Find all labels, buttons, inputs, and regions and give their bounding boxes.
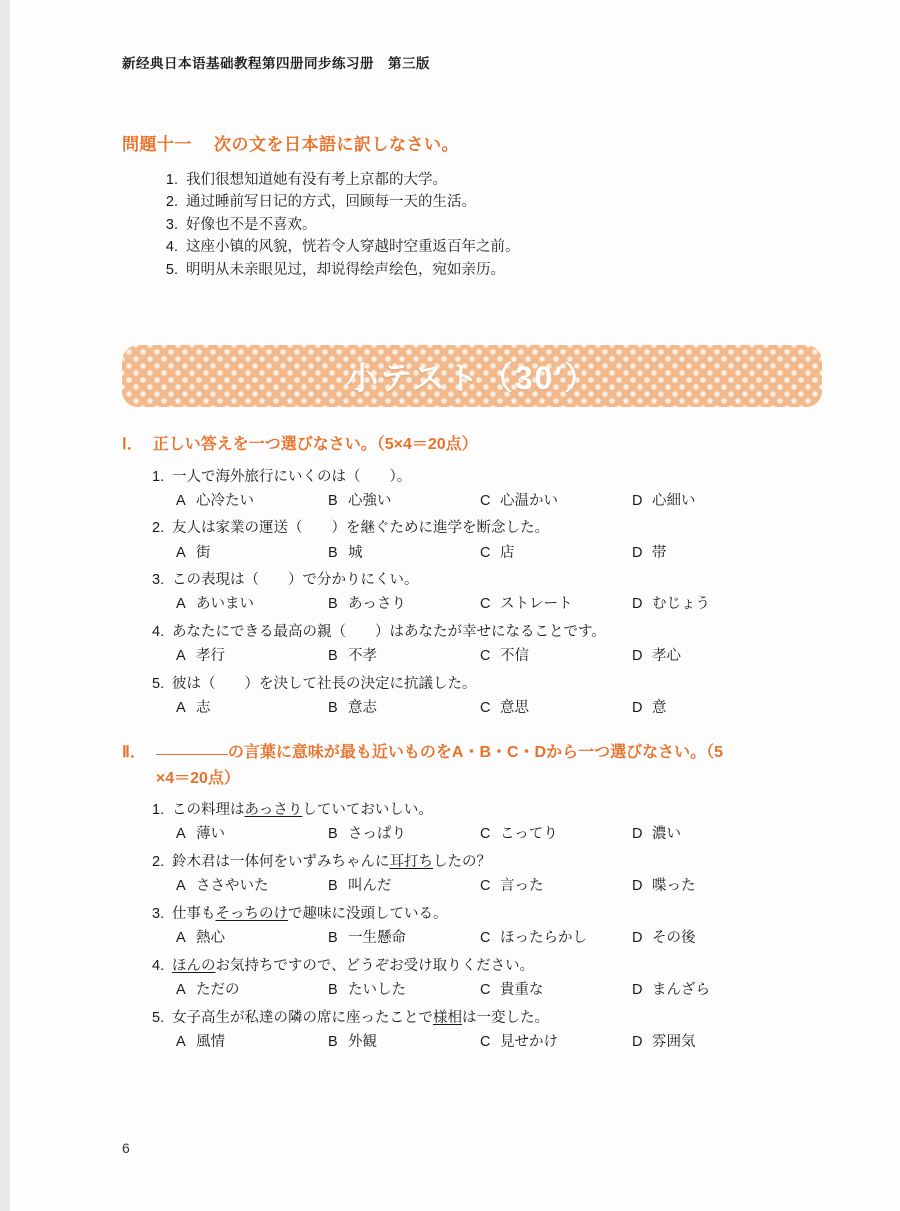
- choice-letter: C: [480, 596, 491, 613]
- choice-text: こってり: [500, 826, 558, 843]
- choice-text: 街: [196, 544, 211, 561]
- choice-row: [152, 696, 822, 721]
- choice-c[interactable]: [480, 1030, 632, 1055]
- choice-row: [152, 874, 822, 899]
- list-item: [122, 191, 822, 213]
- choice-a[interactable]: [176, 926, 328, 951]
- stem-post: していておいしい。: [302, 802, 433, 819]
- choice-text: 薄い: [196, 826, 225, 843]
- choice-letter: A: [176, 826, 186, 843]
- choice-text: 見せかけ: [500, 1033, 558, 1050]
- question-stem: [152, 955, 822, 978]
- choice-letter: D: [632, 648, 643, 665]
- choice-b[interactable]: [328, 489, 480, 514]
- question-stem: [152, 1007, 822, 1030]
- item-number: 3.: [165, 216, 178, 233]
- stem-text: この表現は（ ）で分かりにくい。: [172, 572, 419, 589]
- stem-text: [172, 955, 534, 978]
- part-1-questions: [122, 466, 822, 721]
- choice-letter: A: [176, 878, 186, 895]
- choice-letter: C: [480, 648, 491, 665]
- part-2-title-text: の言葉に意味が最も近いものをA・B・C・Dから一つ選びなさい。（5: [227, 744, 724, 761]
- choice-letter: B: [328, 878, 338, 895]
- stem-pre: 女子高生が私達の隣の席に座ったことで: [172, 1009, 433, 1026]
- list-item: [122, 673, 822, 721]
- question-stem: [152, 517, 822, 540]
- choice-text: 心冷たい: [196, 492, 254, 509]
- stem-underlined: 様相: [433, 1009, 462, 1026]
- choice-text: 意: [652, 700, 667, 717]
- list-item: [122, 1007, 822, 1055]
- choice-letter: C: [480, 544, 491, 561]
- choice-text: ささやいた: [196, 878, 269, 895]
- list-item: [122, 903, 822, 951]
- choice-d[interactable]: [632, 489, 784, 514]
- choice-letter: A: [176, 544, 186, 561]
- choice-letter: C: [480, 878, 491, 895]
- choice-c[interactable]: [480, 592, 632, 617]
- choice-letter: B: [328, 648, 338, 665]
- item-number: 2.: [152, 854, 165, 871]
- choice-text: 不信: [500, 648, 529, 665]
- question-11-heading: [122, 130, 822, 155]
- choice-letter: A: [176, 930, 186, 947]
- choice-text: 意志: [348, 700, 377, 717]
- list-item: [122, 621, 822, 669]
- item-number: 4.: [165, 239, 178, 256]
- choice-d[interactable]: [632, 644, 784, 669]
- stem-post: したの？: [433, 854, 491, 871]
- choice-letter: C: [480, 826, 491, 843]
- stem-pre: この料理は: [172, 802, 245, 819]
- choice-text: 濃い: [652, 826, 681, 843]
- choice-d[interactable]: [632, 696, 784, 721]
- question-11-list: [122, 169, 822, 281]
- item-number: 2.: [165, 194, 178, 211]
- choice-letter: C: [480, 930, 491, 947]
- stem-pre: 鈴木君は一体何をいずみちゃんに: [172, 854, 390, 871]
- stem-text: あなたにできる最高の親（ ）はあなたが幸せになることです。: [172, 624, 606, 641]
- part-2-section: [122, 740, 822, 1054]
- choice-row: [152, 822, 822, 847]
- choice-text: 城: [348, 544, 363, 561]
- choice-b[interactable]: [328, 696, 480, 721]
- part-2-heading: [122, 740, 822, 791]
- choice-text: ほったらかし: [500, 930, 587, 947]
- choice-text: 言った: [500, 878, 544, 895]
- question-stem: [152, 799, 822, 822]
- choice-text: その後: [652, 930, 696, 947]
- list-item: [122, 851, 822, 899]
- stem-text: [172, 1007, 549, 1030]
- choice-text: 心温かい: [500, 492, 558, 509]
- list-item: [122, 169, 822, 191]
- blank-underline: [156, 754, 228, 755]
- choice-row: [152, 489, 822, 514]
- choice-text: 孝心: [652, 648, 681, 665]
- choice-text: むじょう: [652, 596, 710, 613]
- part-2-title-line2: ×4＝20点）: [155, 769, 240, 787]
- question-stem: [152, 903, 822, 926]
- stem-pre: 仕事も: [172, 905, 216, 922]
- choice-text: 心強い: [348, 492, 392, 509]
- question-11-section: [122, 130, 822, 281]
- choice-a[interactable]: [176, 592, 328, 617]
- choice-letter: B: [328, 1033, 338, 1050]
- question-stem: [152, 851, 822, 874]
- list-item: [122, 259, 822, 281]
- item-number: 1.: [165, 172, 178, 188]
- choice-letter: B: [328, 826, 338, 843]
- choice-letter: C: [480, 700, 491, 717]
- choice-a[interactable]: [176, 489, 328, 514]
- choice-row: [152, 644, 822, 669]
- stem-text: 友人は家業の運送（ ）を継ぐために進学を断念した。: [172, 520, 549, 537]
- choice-a[interactable]: [176, 978, 328, 1003]
- choice-a[interactable]: [176, 644, 328, 669]
- choice-row: [152, 978, 822, 1003]
- choice-letter: B: [328, 930, 338, 947]
- stem-underlined: 耳打ち: [389, 854, 433, 871]
- choice-text: さっぱり: [348, 826, 406, 843]
- part-1-roman: Ⅰ．: [122, 436, 143, 453]
- list-item: [122, 955, 822, 1003]
- choice-a[interactable]: [176, 1030, 328, 1055]
- choice-d[interactable]: [632, 541, 784, 566]
- choice-letter: B: [328, 700, 338, 717]
- list-item: [122, 569, 822, 617]
- part-1-title: 正しい答えを一つ選びなさい。（5×4＝20点）: [152, 436, 478, 453]
- choice-c[interactable]: [480, 926, 632, 951]
- stem-underlined: そっちのけ: [215, 905, 288, 922]
- choice-text: 帯: [652, 544, 667, 561]
- choice-letter: D: [632, 930, 643, 947]
- choice-c[interactable]: [480, 696, 632, 721]
- choice-text: ただの: [196, 981, 240, 998]
- choice-text: 心細い: [652, 492, 696, 509]
- item-number: 4.: [152, 957, 165, 974]
- choice-letter: B: [328, 981, 338, 998]
- part-2-roman: Ⅱ．: [122, 744, 146, 761]
- choice-text: 喋った: [652, 878, 696, 895]
- choice-letter: B: [328, 544, 338, 561]
- list-item: [122, 236, 822, 258]
- question-stem: [152, 569, 822, 592]
- choice-text: 貴重な: [500, 981, 544, 998]
- part-2-questions: [122, 799, 822, 1054]
- choice-b[interactable]: [328, 926, 480, 951]
- choice-letter: B: [328, 596, 338, 613]
- choice-a[interactable]: [176, 822, 328, 847]
- choice-text: あいまい: [196, 596, 254, 613]
- choice-text: 叫んだ: [348, 878, 392, 895]
- choice-letter: C: [480, 981, 491, 998]
- choice-c[interactable]: [480, 978, 632, 1003]
- part-1-heading: [122, 432, 822, 458]
- choice-text: まんざら: [652, 981, 710, 998]
- list-item: [122, 214, 822, 236]
- choice-letter: D: [632, 981, 643, 998]
- question-stem: [152, 621, 822, 644]
- choice-d[interactable]: [632, 978, 784, 1003]
- choice-d[interactable]: [632, 926, 784, 951]
- choice-a[interactable]: [176, 874, 328, 899]
- choice-row: [152, 592, 822, 617]
- item-number: 3.: [152, 905, 165, 922]
- item-number: 5.: [165, 261, 178, 278]
- choice-letter: D: [632, 492, 643, 509]
- choice-b[interactable]: [328, 644, 480, 669]
- page-number: 6: [122, 1140, 130, 1156]
- choice-text: 一生懸命: [348, 930, 406, 947]
- item-text: 明明从未亲眼见过，却说得绘声绘色，宛如亲历。: [186, 261, 505, 278]
- item-number: 2.: [152, 520, 165, 537]
- list-item: [122, 466, 822, 514]
- choice-letter: D: [632, 878, 643, 895]
- part-1-section: [122, 432, 822, 721]
- choice-text: たいした: [348, 981, 406, 998]
- choice-text: ストレート: [500, 596, 573, 613]
- choice-c[interactable]: [480, 541, 632, 566]
- question-stem: [152, 466, 822, 489]
- choice-letter: D: [632, 1033, 643, 1050]
- running-header: 新经典日本语基础教程第四册同步练习册 第三版: [122, 56, 430, 71]
- choice-letter: C: [480, 492, 491, 509]
- choice-d[interactable]: [632, 592, 784, 617]
- choice-text: 意思: [500, 700, 529, 717]
- stem-text: [172, 851, 491, 874]
- question-11-title: 次の文を日本語に訳しなさい。: [214, 135, 459, 154]
- stem-text: 彼は（ ）を決して社長の決定に抗議した。: [172, 675, 477, 692]
- item-text: 好像也不是不喜欢。: [186, 216, 317, 233]
- stem-underlined: ほんの: [172, 957, 216, 974]
- choice-text: 熱心: [196, 930, 225, 947]
- choice-b[interactable]: [328, 978, 480, 1003]
- choice-letter: B: [328, 492, 338, 509]
- choice-text: 孝行: [196, 648, 225, 665]
- choice-letter: A: [176, 648, 186, 665]
- choice-text: 店: [500, 544, 515, 561]
- choice-b[interactable]: [328, 541, 480, 566]
- item-number: 5.: [152, 675, 165, 692]
- choice-d[interactable]: [632, 822, 784, 847]
- quiz-banner: [122, 345, 822, 407]
- stem-post: お気持ちですので、どうぞお受け取りください。: [215, 957, 535, 974]
- item-text: 通过睡前写日记的方式，回顾每一天的生活。: [186, 194, 476, 211]
- list-item: [122, 799, 822, 847]
- choice-text: あっさり: [348, 596, 406, 613]
- stem-text: [172, 903, 448, 926]
- item-number: 3.: [152, 572, 165, 589]
- item-number: 1.: [152, 802, 165, 819]
- choice-letter: A: [176, 1033, 186, 1050]
- choice-c[interactable]: [480, 644, 632, 669]
- question-stem: [152, 673, 822, 696]
- choice-text: 外観: [348, 1033, 377, 1050]
- choice-c[interactable]: [480, 489, 632, 514]
- choice-d[interactable]: [632, 1030, 784, 1055]
- choice-c[interactable]: [480, 874, 632, 899]
- item-number: 5.: [152, 1009, 165, 1026]
- item-text: 这座小镇的风貌，恍若令人穿越时空重返百年之前。: [186, 239, 520, 256]
- choice-letter: A: [176, 492, 186, 509]
- choice-a[interactable]: [176, 696, 328, 721]
- choice-letter: A: [176, 596, 186, 613]
- list-item: [122, 517, 822, 565]
- choice-letter: D: [632, 544, 643, 561]
- choice-b[interactable]: [328, 1030, 480, 1055]
- choice-d[interactable]: [632, 874, 784, 899]
- choice-text: 志: [196, 700, 211, 717]
- choice-letter: D: [632, 826, 643, 843]
- stem-post: は一変した。: [462, 1009, 549, 1026]
- choice-row: [152, 926, 822, 951]
- choice-text: 風情: [196, 1033, 225, 1050]
- choice-b[interactable]: [328, 592, 480, 617]
- stem-post: で趣味に没頭している。: [288, 905, 448, 922]
- choice-letter: A: [176, 981, 186, 998]
- choice-b[interactable]: [328, 874, 480, 899]
- item-number: 4.: [152, 624, 165, 641]
- choice-letter: C: [480, 1033, 491, 1050]
- choice-letter: A: [176, 700, 186, 717]
- quiz-banner-title: 小テスト（30′）: [346, 360, 598, 396]
- part-2-title: [156, 740, 822, 791]
- choice-row: [152, 541, 822, 566]
- choice-letter: D: [632, 596, 643, 613]
- choice-text: 雰囲気: [652, 1033, 696, 1050]
- item-number: 1.: [152, 468, 165, 485]
- choice-c[interactable]: [480, 822, 632, 847]
- choice-b[interactable]: [328, 822, 480, 847]
- question-11-label: 問題十一: [122, 135, 192, 154]
- item-text: 我们很想知道她有没有考上京都的大学。: [186, 172, 447, 188]
- stem-underlined: あっさり: [244, 802, 303, 819]
- choice-a[interactable]: [176, 541, 328, 566]
- choice-row: [152, 1030, 822, 1055]
- choice-letter: D: [632, 700, 643, 717]
- choice-text: 不孝: [348, 648, 377, 665]
- stem-text: [172, 799, 433, 822]
- stem-text: 一人で海外旅行にいくのは（ ）。: [172, 468, 412, 485]
